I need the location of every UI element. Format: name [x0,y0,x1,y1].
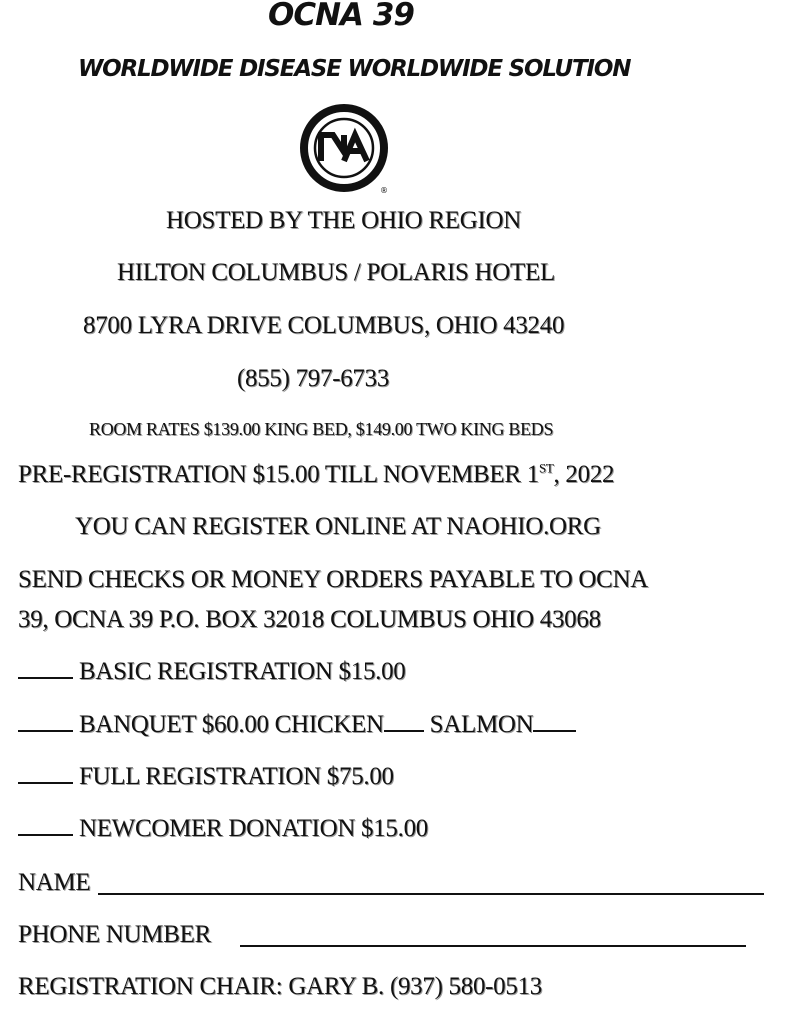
event-subtitle: WORLDWIDE DISEASE WORLDWIDE SOLUTION [78,56,631,82]
prereg-text: PRE-REGISTRATION $15.00 TILL NOVEMBER 1 [18,461,539,488]
phone-number-label: PHONE NUMBER [18,921,211,948]
basic-registration-option [18,658,406,686]
name-label: NAME [18,869,91,896]
chicken-blank[interactable] [384,712,424,732]
name-field[interactable] [98,893,764,895]
na-logo-icon [300,104,392,196]
phone-number-field[interactable] [240,945,746,947]
hotel-phone: (855) 797-6733 [237,365,390,392]
newcomer-donation-option [18,815,428,843]
checks-line-2: 39, OCNA 39 P.O. BOX 32018 COLUMBUS OHIO 43068 [18,606,601,633]
full-registration-blank[interactable] [18,764,73,784]
salmon-blank[interactable] [533,712,576,732]
registered-mark: ® [380,186,388,195]
full-registration-option [18,763,394,791]
basic-registration-blank[interactable] [18,659,73,679]
hosted-by: HOSTED BY THE OHIO REGION [166,207,521,234]
newcomer-donation-blank[interactable] [18,816,73,836]
checks-line-1: SEND CHECKS OR MONEY ORDERS PAYABLE TO OCNA [18,566,649,593]
preregistration [18,461,614,489]
basic-registration-label: BASIC REGISTRATION $15.00 [78,658,406,685]
hotel-name: HILTON COLUMBUS / POLARIS HOTEL [117,259,555,286]
event-title: OCNA 39 [268,0,414,33]
online-registration: YOU CAN REGISTER ONLINE AT NAOHIO.ORG [75,513,601,540]
banquet-blank[interactable] [18,712,73,732]
salmon-label: SALMON [423,711,534,738]
full-registration-label: FULL REGISTRATION $75.00 [78,763,394,790]
prereg-ordinal: ST [538,460,554,476]
registration-chair: REGISTRATION CHAIR: GARY B. (937) 580-0513 [18,973,542,1000]
hotel-address: 8700 LYRA DRIVE COLUMBUS, OHIO 43240 [83,312,565,339]
prereg-year: , 2022 [553,461,615,488]
banquet-option [18,711,576,739]
banquet-label: BANQUET $60.00 CHICKEN [78,711,384,738]
newcomer-donation-label: NEWCOMER DONATION $15.00 [78,815,428,842]
room-rates: ROOM RATES $139.00 KING BED, $149.00 TWO KING BEDS [89,419,554,439]
